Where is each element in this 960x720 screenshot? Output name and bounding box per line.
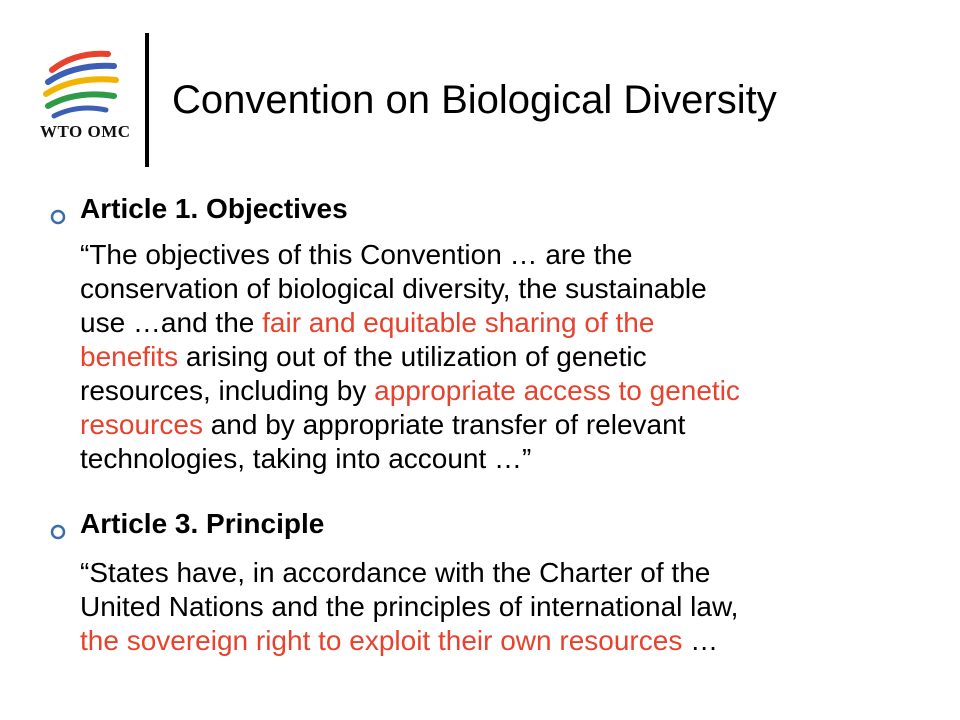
quote-line: the sovereign right to exploit their own resources …: [80, 625, 719, 656]
slide-title: Convention on Biological Diversity: [172, 78, 777, 122]
article-1-quote: [80, 238, 740, 476]
quote-line: benefits arising out of the utilization of genetic: [80, 341, 647, 372]
quote-line: resources, including by appropriate access to genetic: [80, 375, 740, 406]
bullet-ring-icon: [48, 207, 68, 227]
quote-line: conservation of biological diversity, the sustainable: [80, 273, 707, 304]
quote-line: resources and by appropriate transfer of relevant: [80, 409, 686, 440]
article-heading: Article 1. Objectives: [80, 193, 348, 224]
quote-line: “The objectives of this Convention … are the: [80, 239, 633, 270]
bullet-ring-icon: [48, 522, 68, 542]
article-heading: Article 3. Principle: [80, 508, 325, 539]
quote-line: United Nations and the principles of international law,: [80, 591, 739, 622]
quote-line: technologies, taking into account …”: [80, 443, 532, 474]
article-3-quote: [80, 556, 738, 658]
quote-line: “States have, in accordance with the Charter of the: [80, 557, 711, 588]
quote-line: use …and the fair and equitable sharing of the: [80, 307, 655, 338]
logo-text: WTO OMC: [40, 122, 131, 141]
title-divider: [145, 33, 149, 167]
